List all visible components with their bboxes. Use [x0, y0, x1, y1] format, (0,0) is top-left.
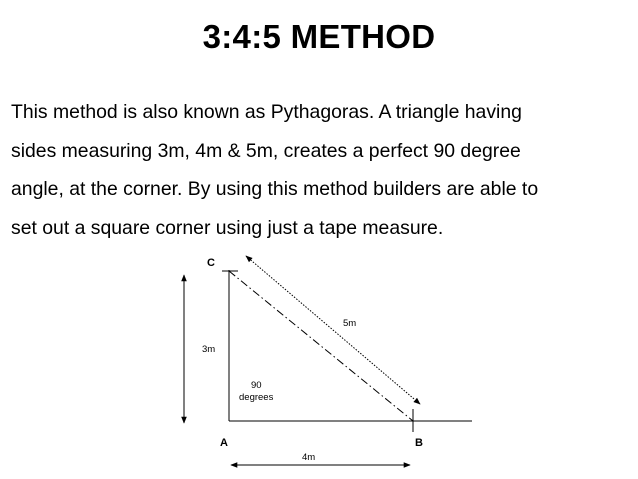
angle-label-line2: degrees — [239, 392, 274, 403]
vertex-b-label: B — [415, 437, 423, 449]
paragraph-line: This method is also known as Pythagoras. A triangle having — [11, 101, 522, 123]
paragraph-line: angle, at the corner. By using this method builders are able to — [11, 178, 539, 200]
vertex-a-label: A — [220, 437, 228, 449]
side-3m-label: 3m — [202, 344, 216, 355]
page-title: 3:4:5 METHOD — [202, 18, 436, 55]
hypotenuse-dimension-arrow — [246, 256, 420, 404]
side-5m-label: 5m — [343, 318, 357, 329]
paragraph-line: set out a square corner using just a tape measure. — [11, 216, 444, 239]
vertex-c-label: C — [207, 257, 215, 269]
paragraph-line: sides measuring 3m, 4m & 5m, creates a perfect 90 degree — [11, 139, 521, 162]
angle-label-line1: 90 — [251, 380, 262, 391]
side-4m-label: 4m — [302, 452, 316, 463]
